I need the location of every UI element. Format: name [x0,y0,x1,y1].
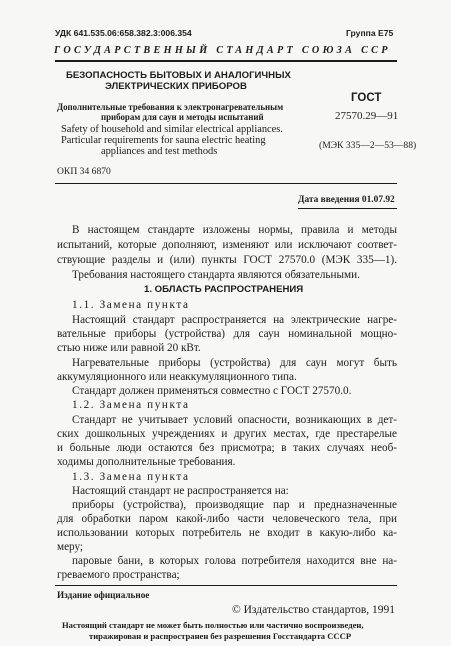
clause-1-3-line: использовании которых потребитель не входит в какую-либо ка- [57,527,397,539]
clause-1-2-line: и больные люди остаются без присмотра; в таких случаях необ- [57,442,397,454]
clause-1-2-heading: 1.2. Замена пункта [72,399,190,411]
title-block-rule [55,183,397,184]
clause-1-1-line: стью ниже или равной 20 кВт. [57,342,201,354]
title-en-line2: Particular requirements for sauna electric heating [61,135,266,146]
mandatory-statement: Требования настоящего стандарта являются обязательными. [72,269,360,281]
okp-code: ОКП 34 6870 [57,166,111,177]
clause-1-1-line: Нагревательные приборы (устройства) для саун могут быть [72,357,397,369]
clause-1-3-line: для обработки паром какой-либо части человеческого тела, при [57,513,397,525]
intro-line: ствующие разделы и (или) пункты ГОСТ 27570.0 (МЭК 335—1). [57,254,397,266]
intro-line: В настоящем стандарте изложены нормы, правила и методы [72,224,397,236]
clause-1-2-line: ских дошкольных учреждениях и других местах, где престарелые [57,428,397,440]
section-title: 1. ОБЛАСТЬ РАСПРОСТРАНЕНИЯ [144,284,304,295]
clause-1-1-line: аккумуляционного или неаккумуляционного типа. [57,371,297,383]
state-standard-banner: ГОСУДАРСТВЕННЫЙ СТАНДАРТ СОЮЗА ССР [54,45,391,56]
copyright: © Издательство стандартов, 1991 [232,604,396,616]
gost-label: ГОСТ [351,92,382,104]
clause-1-2-line: ходимы дополнительные требования. [57,456,236,468]
clause-1-3-heading: 1.3. Замена пункта [72,471,190,483]
title-ru-line2: ЭЛЕКТРИЧЕСКИХ ПРИБОРОВ [105,81,247,92]
gost-number: 27570.29—91 [335,110,399,122]
iec-reference: (МЭК 335—2—53—88) [319,140,417,151]
official-edition: Издание официальное [57,590,150,600]
clause-1-3-intro: Настоящий стандарт не распространяется на: [72,485,289,497]
group-code: Группа Е75 [346,28,394,38]
clause-1-2-text: Стандарт должен применяться совместно с ГОСТ 27570.0. [72,385,352,397]
subtitle-ru-line1: Дополнительные требования к электронагревательным [57,102,284,112]
clause-1-1-line: вательные приборы (устройства) для саун номинальной мощно- [57,328,397,340]
subtitle-ru-line2: приборам для саун и методы испытаний [101,112,264,122]
footer-rule [55,585,397,586]
title-en-line3: appliances and test methods [101,146,218,157]
clause-1-1-heading: 1.1. Замена пункта [72,299,190,311]
reproduction-notice-line1: Настоящий стандарт не может быть полностью или частично воспроизведен, [62,620,364,630]
clause-1-3-line: паровые бани, в которых голова потребителя находится вне на- [72,555,397,567]
reproduction-notice-line2: тиражирован и распространен без разрешения Госстандарта СССР [89,631,352,641]
udc-code: УДК 641.535.06:658.382.3:006.354 [55,28,192,38]
header-rule [55,60,397,62]
title-en-line1: Safety of household and similar electrical appliances. [61,124,283,135]
intro-line: испытаний, которые дополняют, изменяют или исключают соответ- [57,239,397,251]
clause-1-3-line: греваемого пространства; [57,569,180,581]
title-ru-line1: БЕЗОПАСНОСТЬ БЫТОВЫХ И АНАЛОГИЧНЫХ [66,70,291,81]
clause-1-3-line: приборы (устройства), производящие пар и предназначенные [72,499,397,511]
clause-1-1-line: Настоящий стандарт распространяется на электрические нагре- [72,314,397,326]
date-rule [298,208,397,209]
clause-1-2-line: Стандарт не учитывает условий опасности, возникающих в дет- [72,414,397,426]
clause-1-3-line: меру; [57,541,84,553]
introduction-date: Дата введения 01.07.92 [298,195,395,205]
